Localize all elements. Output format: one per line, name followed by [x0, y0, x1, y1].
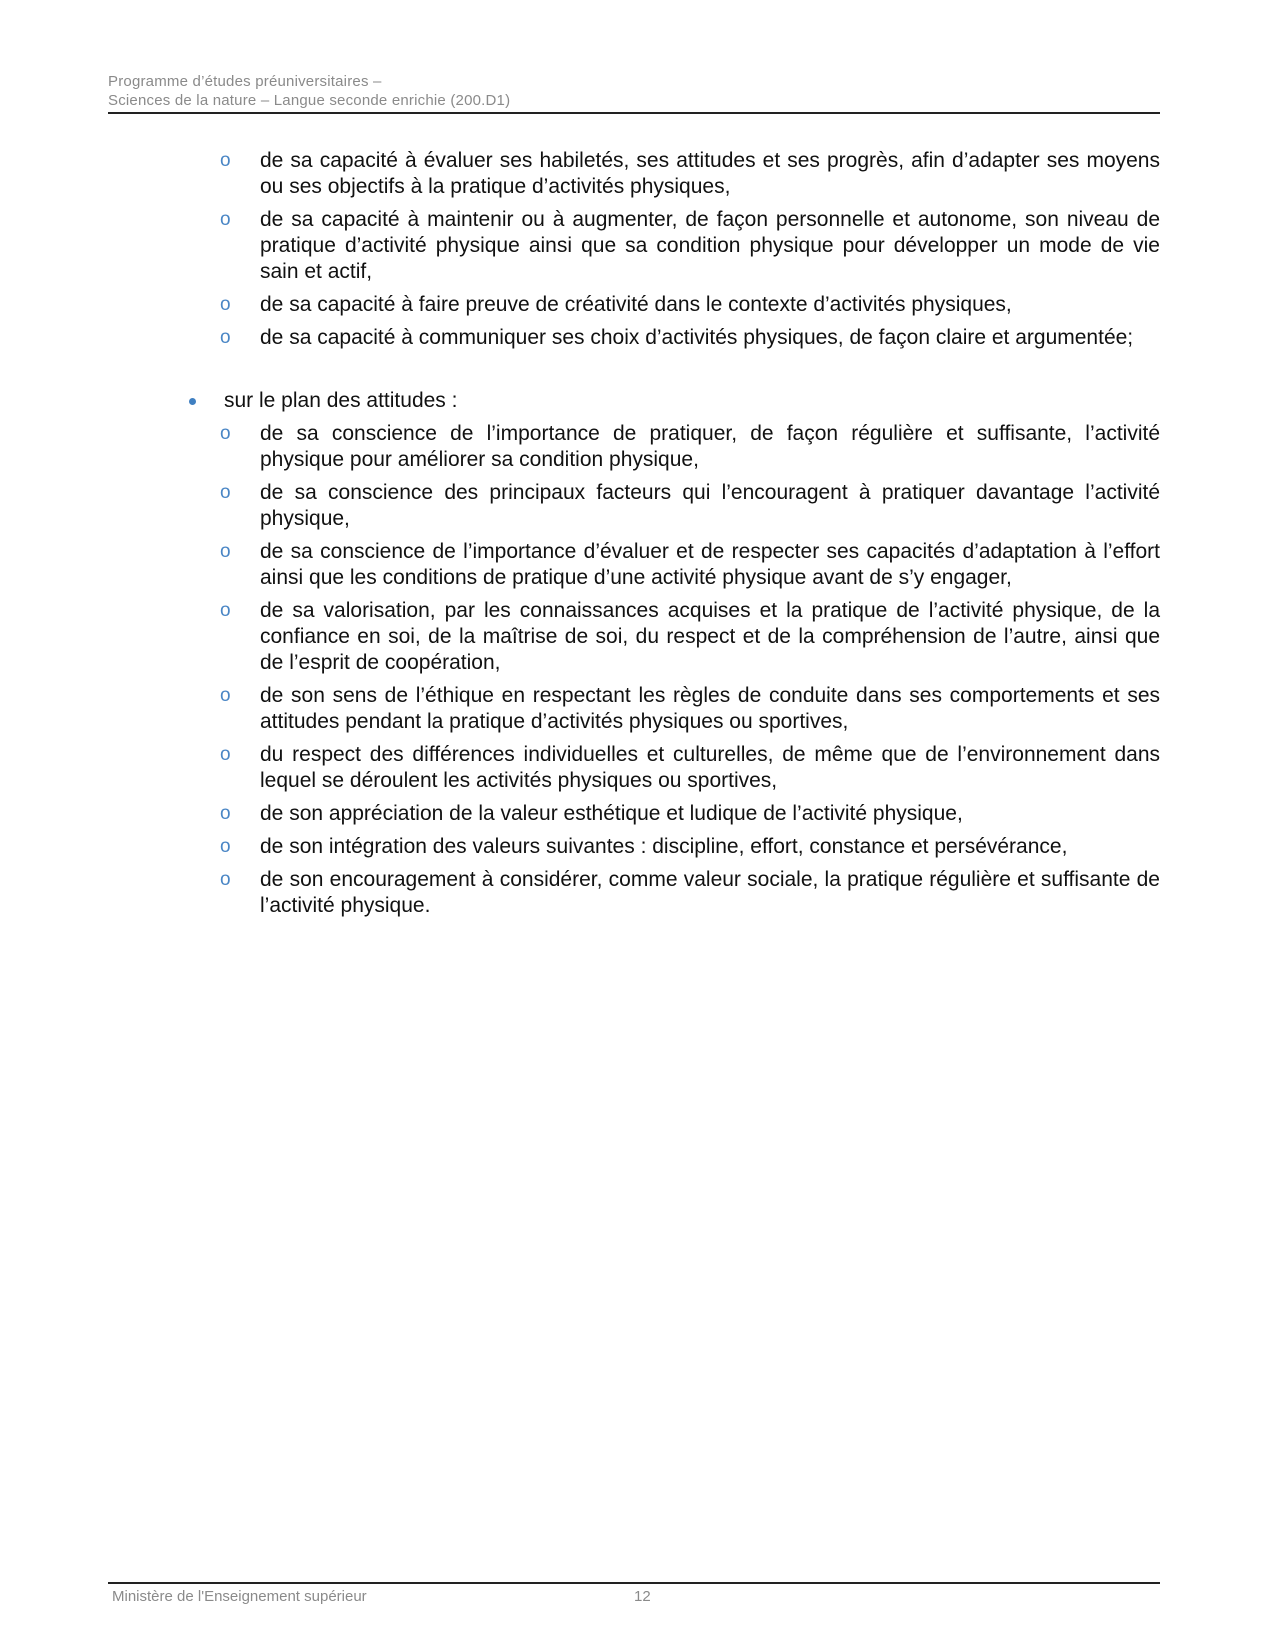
list-item: [108, 867, 1160, 919]
list-item: [108, 480, 1160, 532]
hollow-bullet-icon: o: [220, 803, 231, 824]
list-item-text: de sa conscience de l’importance d’évaluer et de respecter ses capacités d’adaptation à l’effort ainsi que les conditions de pratique d’une activité physique avant de s’y engager,: [260, 540, 1160, 589]
document-body: [108, 148, 1160, 926]
list-item-text: de sa capacité à faire preuve de créativité dans le contexte d’activités physiques,: [260, 293, 1012, 316]
list-item: [108, 801, 1160, 827]
list-item-text: de sa capacité à évaluer ses habiletés, ses attitudes et ses progrès, afin d’adapter ses moyens ou ses objectifs à la pratique d’activités physiques,: [260, 149, 1160, 198]
list-item: [108, 148, 1160, 200]
hollow-bullet-icon: o: [220, 541, 231, 562]
hollow-bullet-icon: o: [220, 294, 231, 315]
list-item: [108, 207, 1160, 285]
hollow-bullet-icon: o: [220, 685, 231, 706]
list-item-text: de son sens de l’éthique en respectant les règles de conduite dans ses comportements et ses attitudes pendant la pratique d’activités physiques ou sportives,: [260, 684, 1160, 733]
list-item-text: de son encouragement à considérer, comme valeur sociale, la pratique régulière et suffisante de l’activité physique.: [260, 868, 1160, 917]
list-item-text: de sa conscience de l’importance de pratiquer, de façon régulière et suffisante, l’activité physique pour améliorer sa condition physique,: [260, 422, 1160, 471]
hollow-bullet-icon: o: [220, 423, 231, 444]
hollow-bullet-icon: o: [220, 869, 231, 890]
list-item: [108, 421, 1160, 473]
list-item-text: de sa valorisation, par les connaissances acquises et la pratique de l’activité physique, de la confiance en soi, de la maîtrise de soi, du respect et de la compréhension de l’autre, ainsi que de l’esprit de coopération,: [260, 599, 1160, 674]
list-item: [108, 292, 1160, 318]
hollow-bullet-icon: o: [220, 482, 231, 503]
bullet-dot-icon: [189, 398, 196, 405]
attitudes-sub-list: [108, 421, 1160, 919]
list-item-text: de sa capacité à maintenir ou à augmenter, de façon personnelle et autonome, son niveau de pratique d’activité physique ainsi que sa condition physique pour développer un mode de vie sain et actif,: [260, 208, 1160, 283]
list-item: [108, 539, 1160, 591]
hollow-bullet-icon: o: [220, 209, 231, 230]
header-program-title: Programme d’études préuniversitaires –: [108, 73, 382, 90]
hollow-bullet-icon: o: [220, 150, 231, 171]
footer-ministry: Ministère de l'Enseignement supérieur: [112, 1588, 367, 1605]
page-footer: [108, 1582, 1160, 1612]
list-item-text: de son appréciation de la valeur esthétique et ludique de l’activité physique,: [260, 802, 963, 825]
list-item: [108, 742, 1160, 794]
list-item-text: de sa capacité à communiquer ses choix d’activités physiques, de façon claire et argumentée;: [260, 326, 1134, 349]
attitudes-heading: [108, 388, 1160, 414]
list-item-text: de sa conscience des principaux facteurs qui l’encouragent à pratiquer davantage l’activité physique,: [260, 481, 1160, 530]
list-item: [108, 683, 1160, 735]
list-item: [108, 325, 1160, 351]
list-item: [108, 834, 1160, 860]
list-item-text: de son intégration des valeurs suivantes : discipline, effort, constance et persévérance,: [260, 835, 1068, 858]
list-item: [108, 598, 1160, 676]
page-header: [108, 72, 1160, 114]
list-item-text: du respect des différences individuelles et culturelles, de même que de l’environnement dans lequel se déroulent les activités physiques ou sportives,: [260, 743, 1160, 792]
hollow-bullet-icon: o: [220, 327, 231, 348]
continued-sub-list: [108, 148, 1160, 351]
hollow-bullet-icon: o: [220, 744, 231, 765]
hollow-bullet-icon: o: [220, 600, 231, 621]
page-number: 12: [634, 1588, 651, 1605]
header-program-subtitle: Sciences de la nature – Langue seconde enrichie (200.D1): [108, 92, 511, 109]
hollow-bullet-icon: o: [220, 836, 231, 857]
attitudes-heading-text: sur le plan des attitudes :: [224, 389, 458, 412]
